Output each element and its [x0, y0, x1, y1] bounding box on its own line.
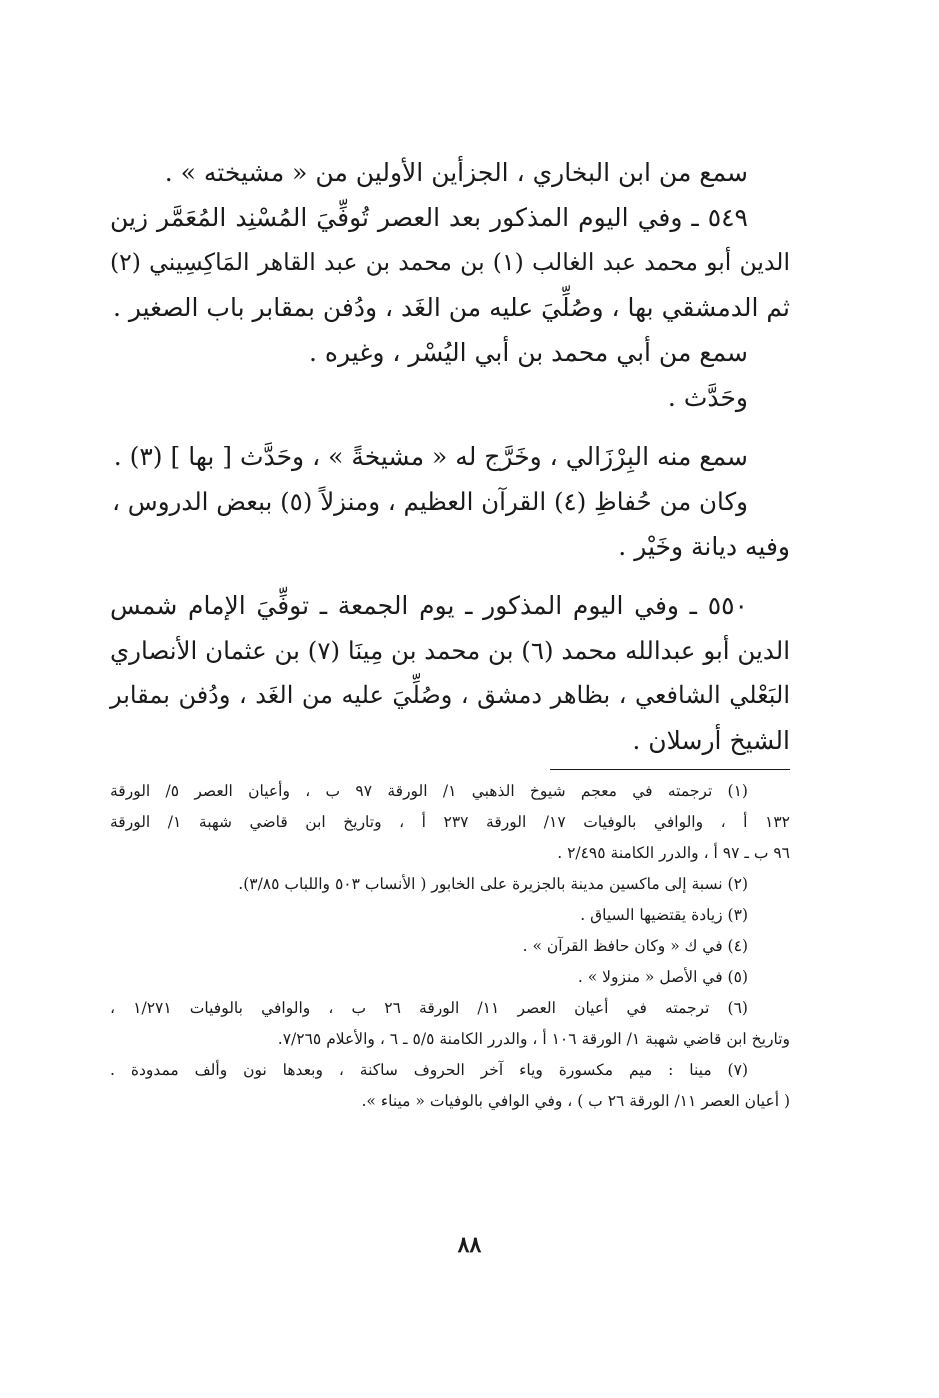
entry-549-line-1: ٥٤٩ ـ وفي اليوم المذكور بعد العصر تُوفِّيَ المُسْنِد المُعَمَّر زين [110, 203, 748, 232]
footnote-line: (٣) زيادة يقتضيها السياق . [580, 906, 748, 924]
footnote-line: (١) ترجمته في معجم شيوخ الذهبي ١/ الورقة ٩٧ ب ، وأعيان العصر ٥/ الورقة [110, 782, 748, 800]
footnote-line: (٦) ترجمته في أعيان العصر ١١/ الورقة ٢٦ ب ، والوافي بالوفيات ١/٢٧١ ، [110, 999, 748, 1017]
footnote-line: (٥) في الأصل « منزولا » . [577, 968, 748, 986]
footnote-line: وتاريخ ابن قاضي شهبة ١/ الورقة ١٠٦ أ ، والدرر الكامنة ٥/٥ ـ ٦ ، والأعلام ٧/٢٦٥. [277, 1030, 790, 1048]
footnote-2 [110, 869, 790, 900]
footnote-6 [110, 993, 790, 1055]
footnote-line: (٧) مينا : ميم مكسورة وياء آخر الحروف ساكنة ، وبعدها نون وألف ممدودة . [110, 1061, 748, 1079]
entry-549-line-3: ثم الدمشقي بها ، وصُلِّيَ عليه من الغَد ، ودُفن بمقابر باب الصغير . [112, 293, 790, 322]
footnote-7 [110, 1055, 790, 1117]
footnote-5 [110, 962, 790, 993]
footnote-line: ٩٦ ب ـ ٩٧ أ ، والدرر الكامنة ٢/٤٩٥ . [557, 844, 790, 862]
footnotes [110, 776, 790, 1117]
footnote-4 [110, 931, 790, 962]
paragraph-gap [110, 569, 790, 583]
paragraph-gap [110, 420, 790, 434]
page-number: ٨٨ [457, 1232, 482, 1258]
entry-549-line-8: وفيه ديانة وخَيْر . [618, 532, 790, 561]
entry-549-line-6: سمع منه البِرْزَالي ، وخَرَّج له « مشيخةً » ، وحَدَّث [ بها ] (٣) . [113, 442, 748, 471]
entry-549-line-2: الدين أبو محمد عبد الغالب (١) بن محمد بن عبد القاهر المَاكِسِيني (٢) [110, 248, 790, 276]
footnote-line: (٤) في ك « وكان حافظ القرآن » . [522, 937, 748, 955]
footnote-line: ١٣٢ أ ، والوافي بالوفيات ١٧/ الورقة ٢٣٧ أ ، وتاريخ ابن قاضي شهبة ١/ الورقة [110, 813, 790, 831]
entry-550-line-3: البَعْلي الشافعي ، بظاهر دمشق ، وصُلِّيَ عليه من الغَد ، ودُفن بمقابر [110, 681, 790, 709]
footnote-line: (٢) نسبة إلى ماكسين مدينة بالجزيرة على الخابور ( الأنساب ٥٠٣ واللباب ٣/٨٥). [238, 875, 748, 893]
main-text [110, 150, 790, 763]
footnote-1 [110, 776, 790, 869]
footnote-divider [550, 769, 790, 770]
text-line-1: سمع من ابن البخاري ، الجزأين الأولين من « مشيخته » . [164, 158, 748, 187]
entry-550-line-4: الشيخ أرسلان . [632, 726, 790, 755]
entry-550-line-2: الدين أبو عبدالله محمد (٦) بن محمد بن مِينَا (٧) بن عثمان الأنصاري [110, 636, 790, 665]
entry-550-line-1: ٥٥٠ ـ وفي اليوم المذكور ـ يوم الجمعة ـ توفِّيَ الإمام شمس [110, 591, 748, 620]
entry-549-line-4: سمع من أبي محمد بن أبي اليُسْر ، وغيره . [308, 338, 748, 367]
footnote-3 [110, 900, 790, 931]
entry-549-line-5: وحَدَّث . [667, 383, 748, 412]
footnote-line: ( أعيان العصر ١١/ الورقة ٢٦ ب ) ، وفي الوافي بالوفيات « ميناء ». [361, 1092, 790, 1110]
page-body [110, 150, 790, 1117]
entry-549-line-7: وكان من حُفاظِ (٤) القرآن العظيم ، ومنزلاً (٥) ببعض الدروس ، [112, 487, 748, 516]
